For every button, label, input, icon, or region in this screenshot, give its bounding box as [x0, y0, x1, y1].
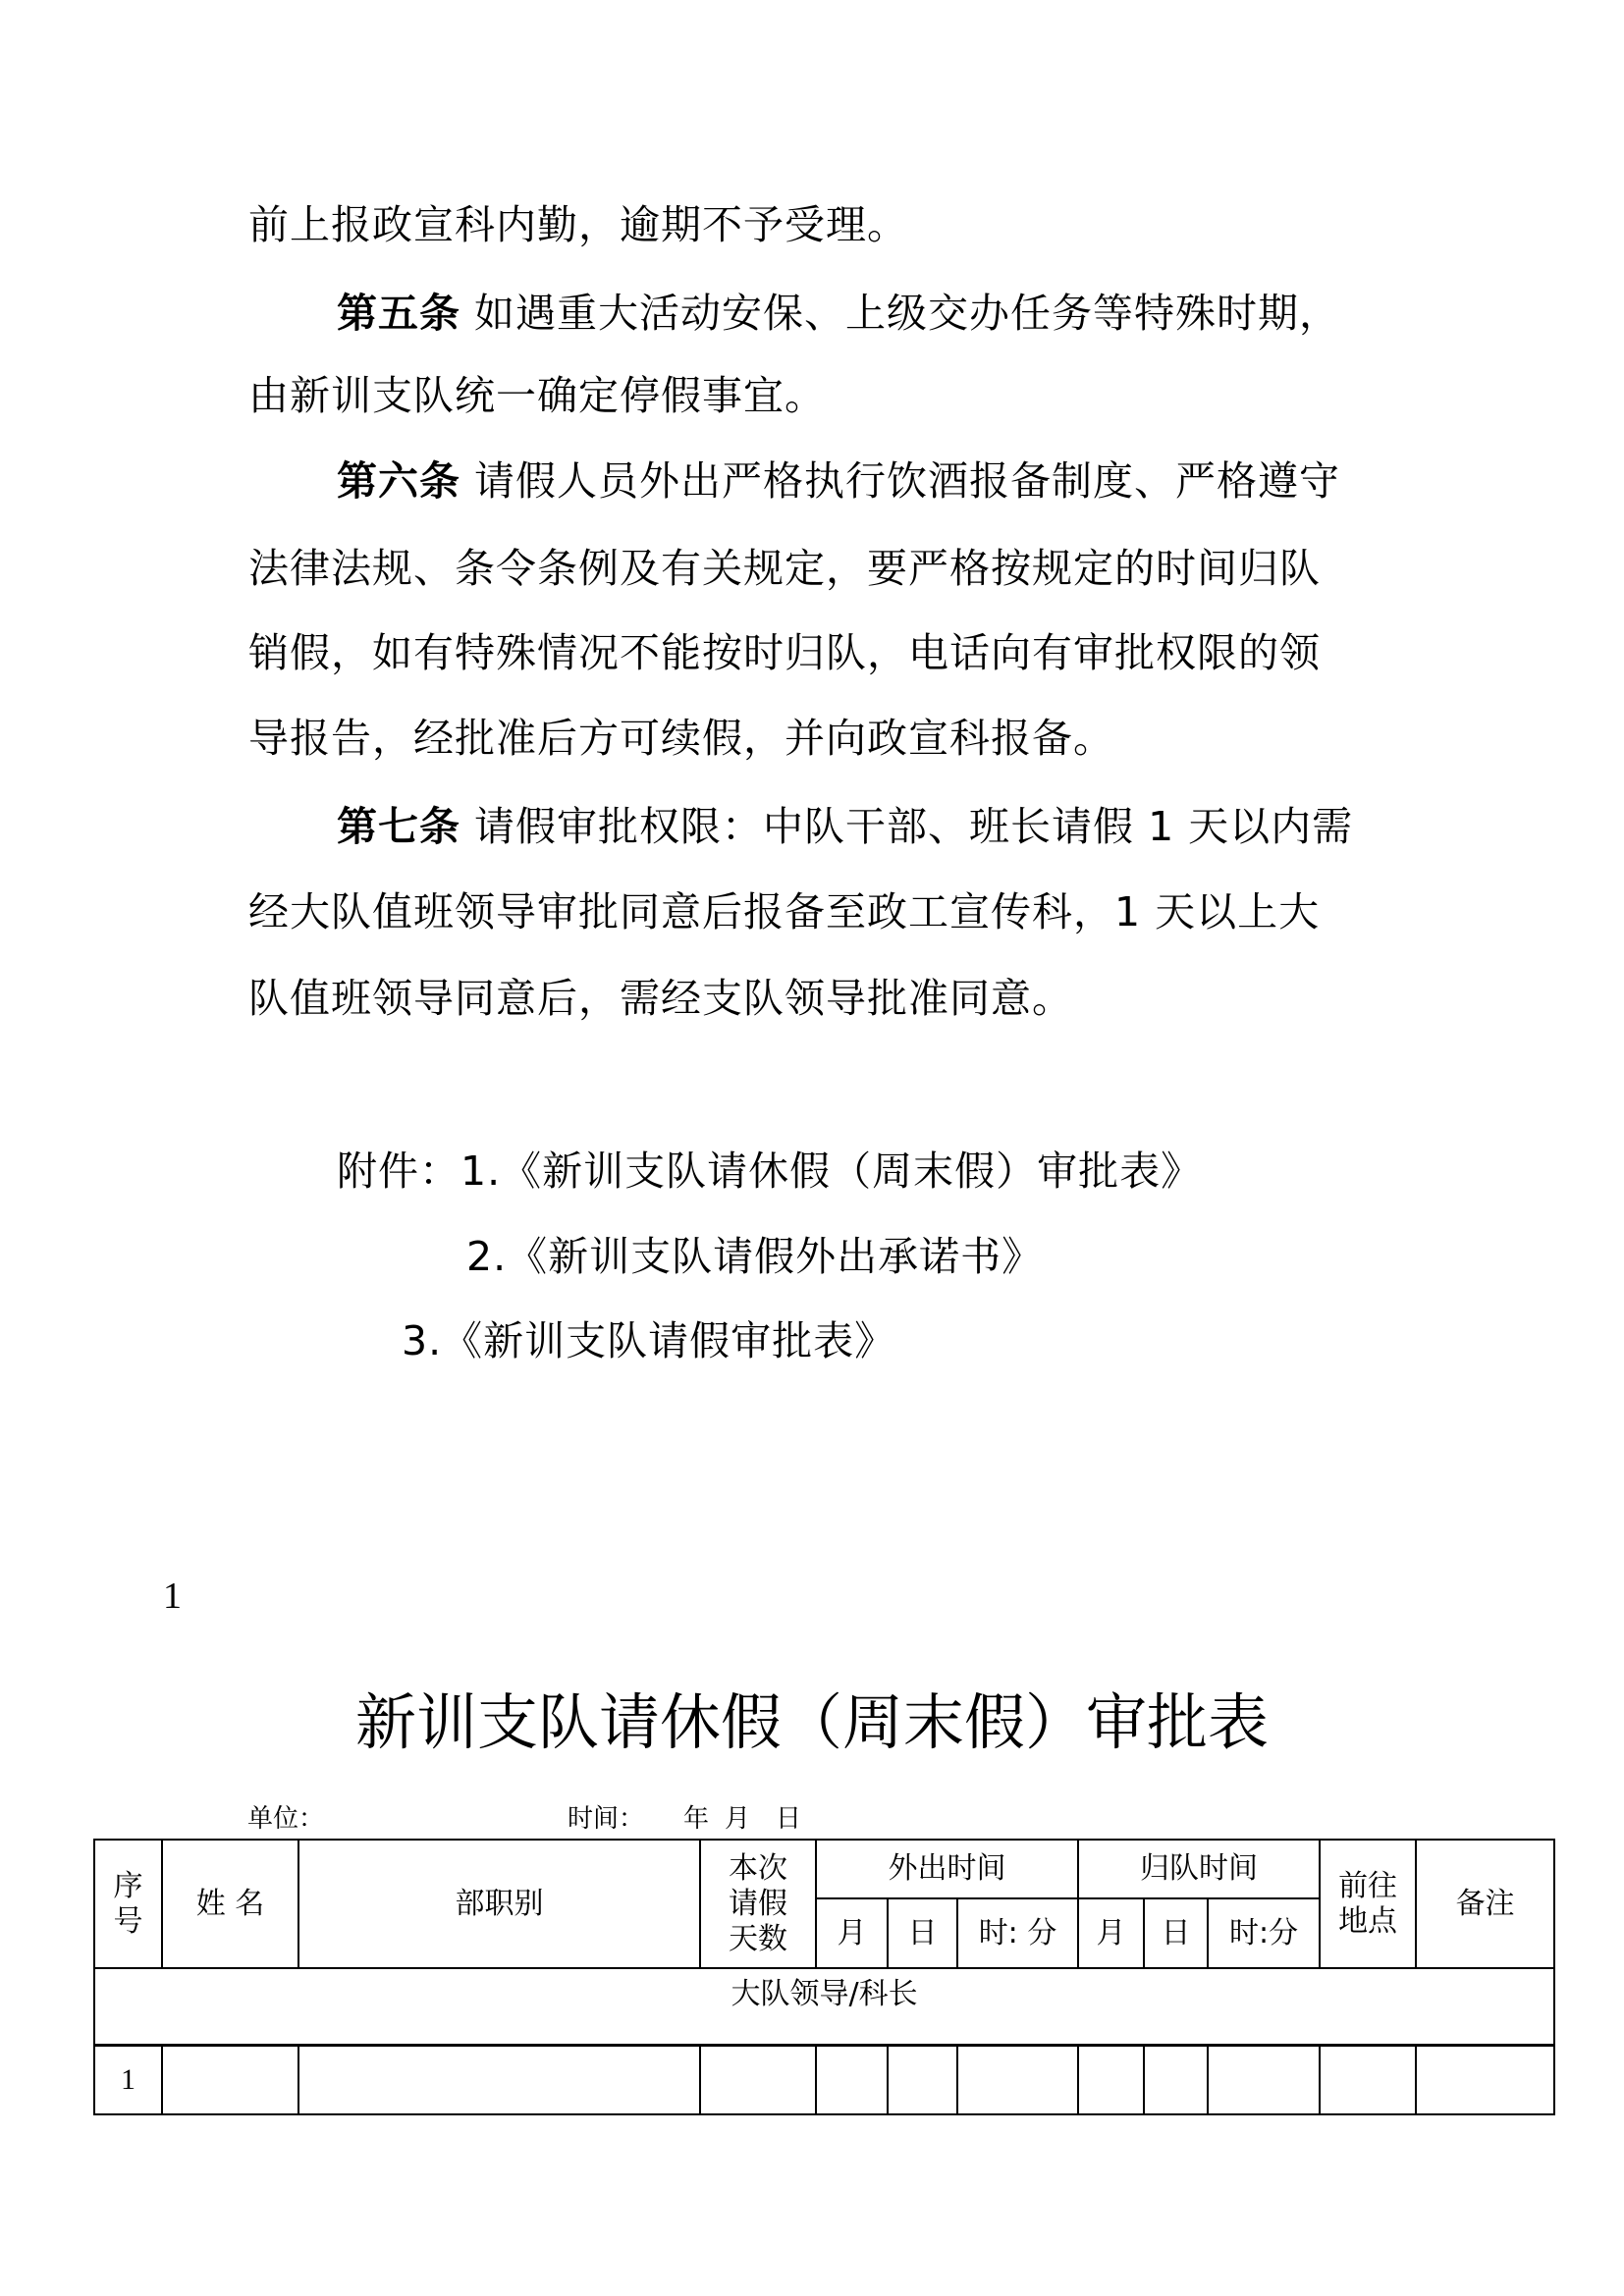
- time-label: 时间：: [568, 1804, 645, 1834]
- cell-out-month[interactable]: [816, 2045, 888, 2114]
- header-destination: [1320, 1840, 1416, 1968]
- header-dept: 部职别: [298, 1840, 700, 1968]
- body-line: [248, 628, 1321, 677]
- day-label: 日: [776, 1804, 802, 1834]
- text: 队值班领导同意后，需经支队领导批准同意。: [248, 975, 1073, 1022]
- body-line: [248, 974, 1073, 1023]
- header-dest-text: 前往地点: [1338, 1868, 1398, 1939]
- cell-ret-month[interactable]: [1078, 2045, 1144, 2114]
- body-line: [248, 714, 1114, 763]
- article-7: [337, 802, 1353, 851]
- attachment-item: 3.《新训支队请假审批表》: [402, 1317, 896, 1364]
- approval-table: [93, 1839, 1555, 2115]
- attachment-item: 2.《新训支队请假外出承诺书》: [466, 1233, 1044, 1280]
- body-line: [248, 544, 1321, 593]
- cell-dept[interactable]: [298, 2045, 700, 2114]
- article-6: [337, 456, 1340, 506]
- cell-ret-day[interactable]: [1144, 2045, 1208, 2114]
- body-line: [248, 200, 908, 249]
- text: 请假人员外出严格执行饮酒报备制度、严格遵守: [460, 457, 1341, 505]
- cell-out-day[interactable]: [888, 2045, 957, 2114]
- header-remark: 备注: [1416, 1840, 1554, 1968]
- cell-days[interactable]: [700, 2045, 816, 2114]
- attachment-item: 1.《新训支队请休假（周末假）审批表》: [460, 1148, 1203, 1195]
- header-return-time: 归队时间: [1078, 1840, 1320, 1898]
- form-title: 新训支队请休假（周末假）审批表: [354, 1686, 1269, 1758]
- header-name: 姓 名: [162, 1840, 298, 1968]
- article-heading: 第五条: [337, 290, 460, 337]
- text: 前上报政宣科内勤，逾期不予受理。: [248, 201, 908, 248]
- header-out-month: 月: [816, 1898, 888, 1968]
- header-ret-hm: 时:分: [1208, 1898, 1320, 1968]
- attachments-label: 附件：: [337, 1148, 460, 1195]
- month-label: 月: [725, 1804, 751, 1834]
- cell-out-hm[interactable]: [957, 2045, 1078, 2114]
- cell-ret-hm[interactable]: [1208, 2045, 1320, 2114]
- cell-name[interactable]: [162, 2045, 298, 2114]
- article-5: [337, 289, 1340, 338]
- header-ret-month: 月: [1078, 1898, 1144, 1968]
- article-heading: 第六条: [337, 457, 460, 505]
- year-label: 年: [683, 1804, 710, 1834]
- text: 销假，如有特殊情况不能按时归队，电话向有审批权限的领: [248, 629, 1321, 676]
- row-seq: 1: [94, 2045, 162, 2114]
- attachments: [337, 1147, 1202, 1196]
- header-seq-text: 序号: [113, 1868, 143, 1939]
- header-ret-day: 日: [1144, 1898, 1208, 1968]
- table-row: [94, 2045, 1554, 2114]
- body-line: [248, 887, 1320, 936]
- leader-row: 大队领导/科长: [94, 1968, 1554, 2045]
- text: 经大队值班领导审批同意后报备至政工宣传科，1 天以上大: [248, 888, 1321, 935]
- text: 请假审批权限：中队干部、班长请假 1 天以内需: [460, 803, 1354, 850]
- header-out-hm: 时: 分: [957, 1898, 1078, 1968]
- page-number: 1: [163, 1575, 182, 1617]
- cell-remark[interactable]: [1416, 2045, 1554, 2114]
- article-heading: 第七条: [337, 803, 460, 850]
- cell-destination[interactable]: [1320, 2045, 1416, 2114]
- header-out-day: 日: [888, 1898, 957, 1968]
- text: 导报告，经批准后方可续假，并向政宣科报备。: [248, 715, 1114, 762]
- unit-label: 单位：: [247, 1804, 325, 1834]
- header-days: [700, 1840, 816, 1968]
- text: 法律法规、条令条例及有关规定，要严格按规定的时间归队: [248, 545, 1321, 592]
- text: 如遇重大活动安保、上级交办任务等特殊时期，: [460, 290, 1341, 337]
- text: 由新训支队统一确定停假事宜。: [248, 372, 826, 419]
- header-out-time: 外出时间: [816, 1840, 1078, 1898]
- body-line: [248, 371, 826, 420]
- header-seq: [94, 1840, 162, 1968]
- header-days-text: 本次请假天数: [729, 1850, 787, 1956]
